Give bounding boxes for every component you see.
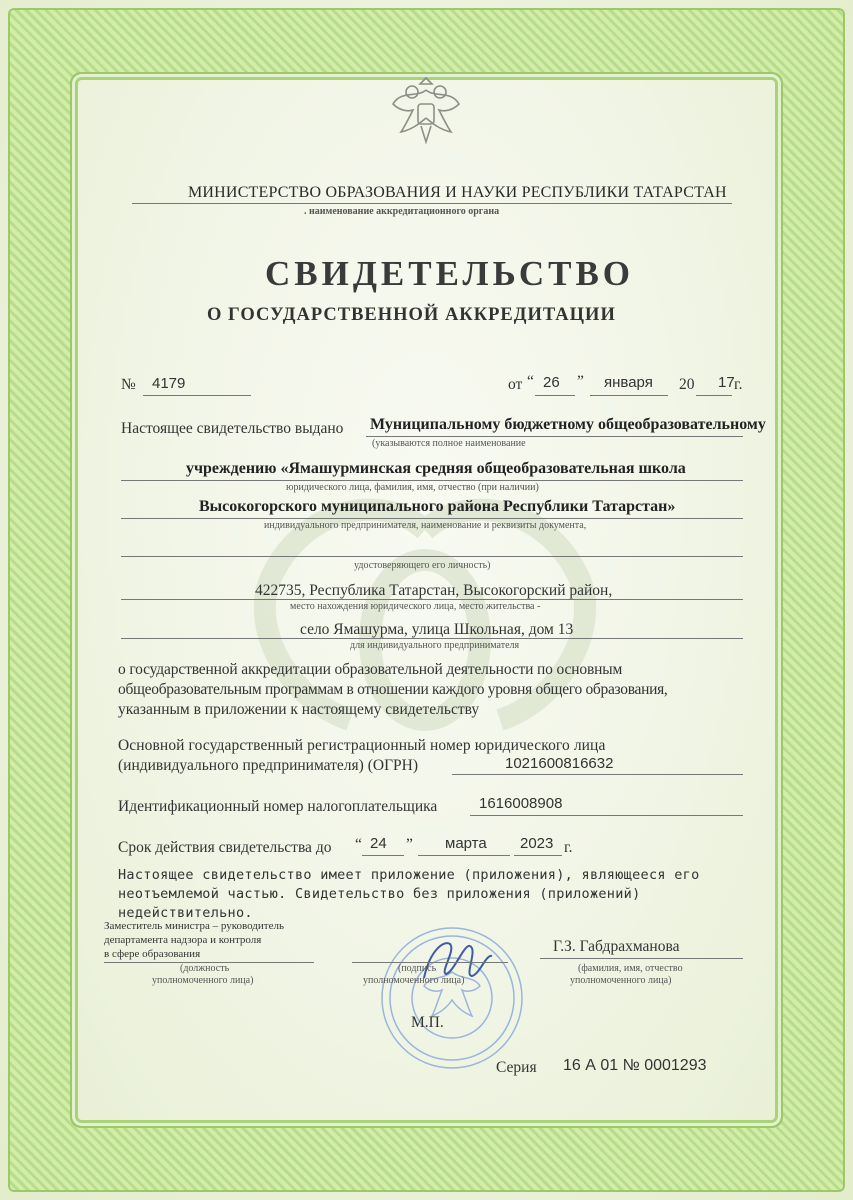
signer-position-3: в сфере образования [104, 948, 201, 960]
document-subtitle: О ГОСУДАРСТВЕННОЙ АККРЕДИТАЦИИ [207, 305, 616, 325]
position-caption-1: (должность [180, 963, 230, 974]
ministry-caption: . наименование аккредитационного органа [304, 206, 500, 217]
validity-year: 2023 [520, 835, 554, 852]
date-from-label: от [508, 376, 523, 393]
date-day: 26 [543, 374, 560, 391]
position-caption-2: уполномоченного лица) [152, 975, 254, 986]
organization-line-2: учреждению «Ямашурминская средняя общеобразовательная школа [186, 460, 686, 477]
org-caption-3: индивидуального предпринимателя, наименование и реквизиты документа, [264, 520, 587, 531]
address-caption-2: для индивидуального предпринимателя [350, 640, 520, 651]
date-month: января [604, 374, 653, 391]
date-year-suffix: 17 [718, 374, 735, 391]
date-year-tail: г. [734, 376, 743, 393]
validity-label: Срок действия свидетельства до [118, 839, 332, 856]
validity-day-rule [362, 855, 404, 856]
ministry-name: МИНИСТЕРСТВО ОБРАЗОВАНИЯ И НАУКИ РЕСПУБЛИКИ ТАТАРСТАН [188, 184, 727, 201]
org-rule-3 [121, 518, 743, 519]
date-year-rule [696, 395, 732, 396]
certificate-number: 4179 [152, 375, 186, 392]
signer-position-2: департамента надзора и контроля [104, 934, 262, 946]
name-caption-2: уполномоченного лица) [570, 975, 672, 986]
address-rule-1 [121, 599, 743, 600]
organization-line-3: Высокогорского муниципального района Республики Татарстан» [199, 498, 676, 515]
address-line-1: 422735, Республика Татарстан, Высокогорский район, [255, 582, 613, 599]
series-label: Серия [496, 1059, 537, 1076]
signature-caption-1: (подпись [398, 963, 437, 974]
validity-close-quote: ” [406, 836, 413, 853]
address-line-2: село Ямашурма, улица Школьная, дом 13 [300, 621, 574, 638]
ogrn-value: 1021600816632 [505, 755, 614, 772]
name-caption-1: (фамилия, имя, отчество [578, 963, 683, 974]
date-close-quote: ” [577, 373, 584, 390]
org-rule-1 [366, 436, 743, 437]
address-rule-2 [121, 638, 743, 639]
validity-year-rule [514, 855, 562, 856]
appendix-text-2: неотъемлемой частью. Свидетельство без приложения (приложений) [118, 886, 641, 902]
ogrn-label-1: Основной государственный регистрационный номер юридического лица [118, 737, 606, 754]
org-caption-4: удостоверяющего его личность) [354, 560, 491, 571]
accreditation-text-3: указанным в приложении к настоящему свидетельству [118, 701, 480, 718]
validity-month-rule [418, 855, 510, 856]
number-rule [143, 395, 251, 396]
number-label: № [121, 376, 136, 393]
validity-day: 24 [370, 835, 387, 852]
ogrn-rule [452, 774, 743, 775]
org-rule-2 [121, 480, 743, 481]
appendix-text-3: недействительно. [118, 905, 253, 921]
inn-label: Идентификационный номер налогоплательщика [118, 798, 438, 815]
series-value: 16 А 01 № 0001293 [563, 1057, 707, 1074]
accreditation-text-2: общеобразовательным программам в отношении каждого уровня общего образования, [118, 681, 668, 698]
ministry-rule [132, 203, 732, 204]
official-seal-icon [360, 920, 545, 1070]
accreditation-text-1: о государственной аккредитации образовательной деятельности по основным [118, 661, 623, 678]
document-title: СВИДЕТЕЛЬСТВО [265, 254, 635, 293]
address-caption-1: место нахождения юридического лица, место жительства - [290, 601, 541, 612]
coat-of-arms-icon [387, 70, 465, 150]
validity-tail: г. [564, 839, 573, 856]
inn-rule [470, 815, 743, 816]
ogrn-label-2: (индивидуального предпринимателя) (ОГРН) [118, 757, 419, 774]
validity-open-quote: “ [355, 836, 362, 853]
org-caption-2: юридического лица, фамилия, имя, отчество (при наличии) [286, 482, 539, 493]
date-open-quote: “ [527, 373, 534, 390]
date-day-rule [535, 395, 575, 396]
org-caption-1: (указываются полное наименование [372, 438, 526, 449]
date-year-prefix: 20 [679, 376, 695, 393]
validity-month: марта [445, 835, 487, 852]
inn-value: 1616008908 [479, 795, 563, 812]
org-rule-4 [121, 556, 743, 557]
appendix-text-1: Настоящее свидетельство имеет приложение (приложения), являющееся его [118, 867, 700, 883]
date-month-rule [590, 395, 668, 396]
name-rule [540, 958, 743, 959]
signature-caption-2: уполномоченного лица) [363, 975, 465, 986]
issued-to-label: Настоящее свидетельство выдано [121, 420, 344, 437]
organization-line-1: Муниципальному бюджетному общеобразовательному [370, 416, 766, 433]
signer-position-1: Заместитель министра – руководитель [104, 920, 284, 932]
stamp-place-label: М.П. [411, 1014, 444, 1031]
signer-name: Г.З. Габдрахманова [553, 938, 680, 955]
